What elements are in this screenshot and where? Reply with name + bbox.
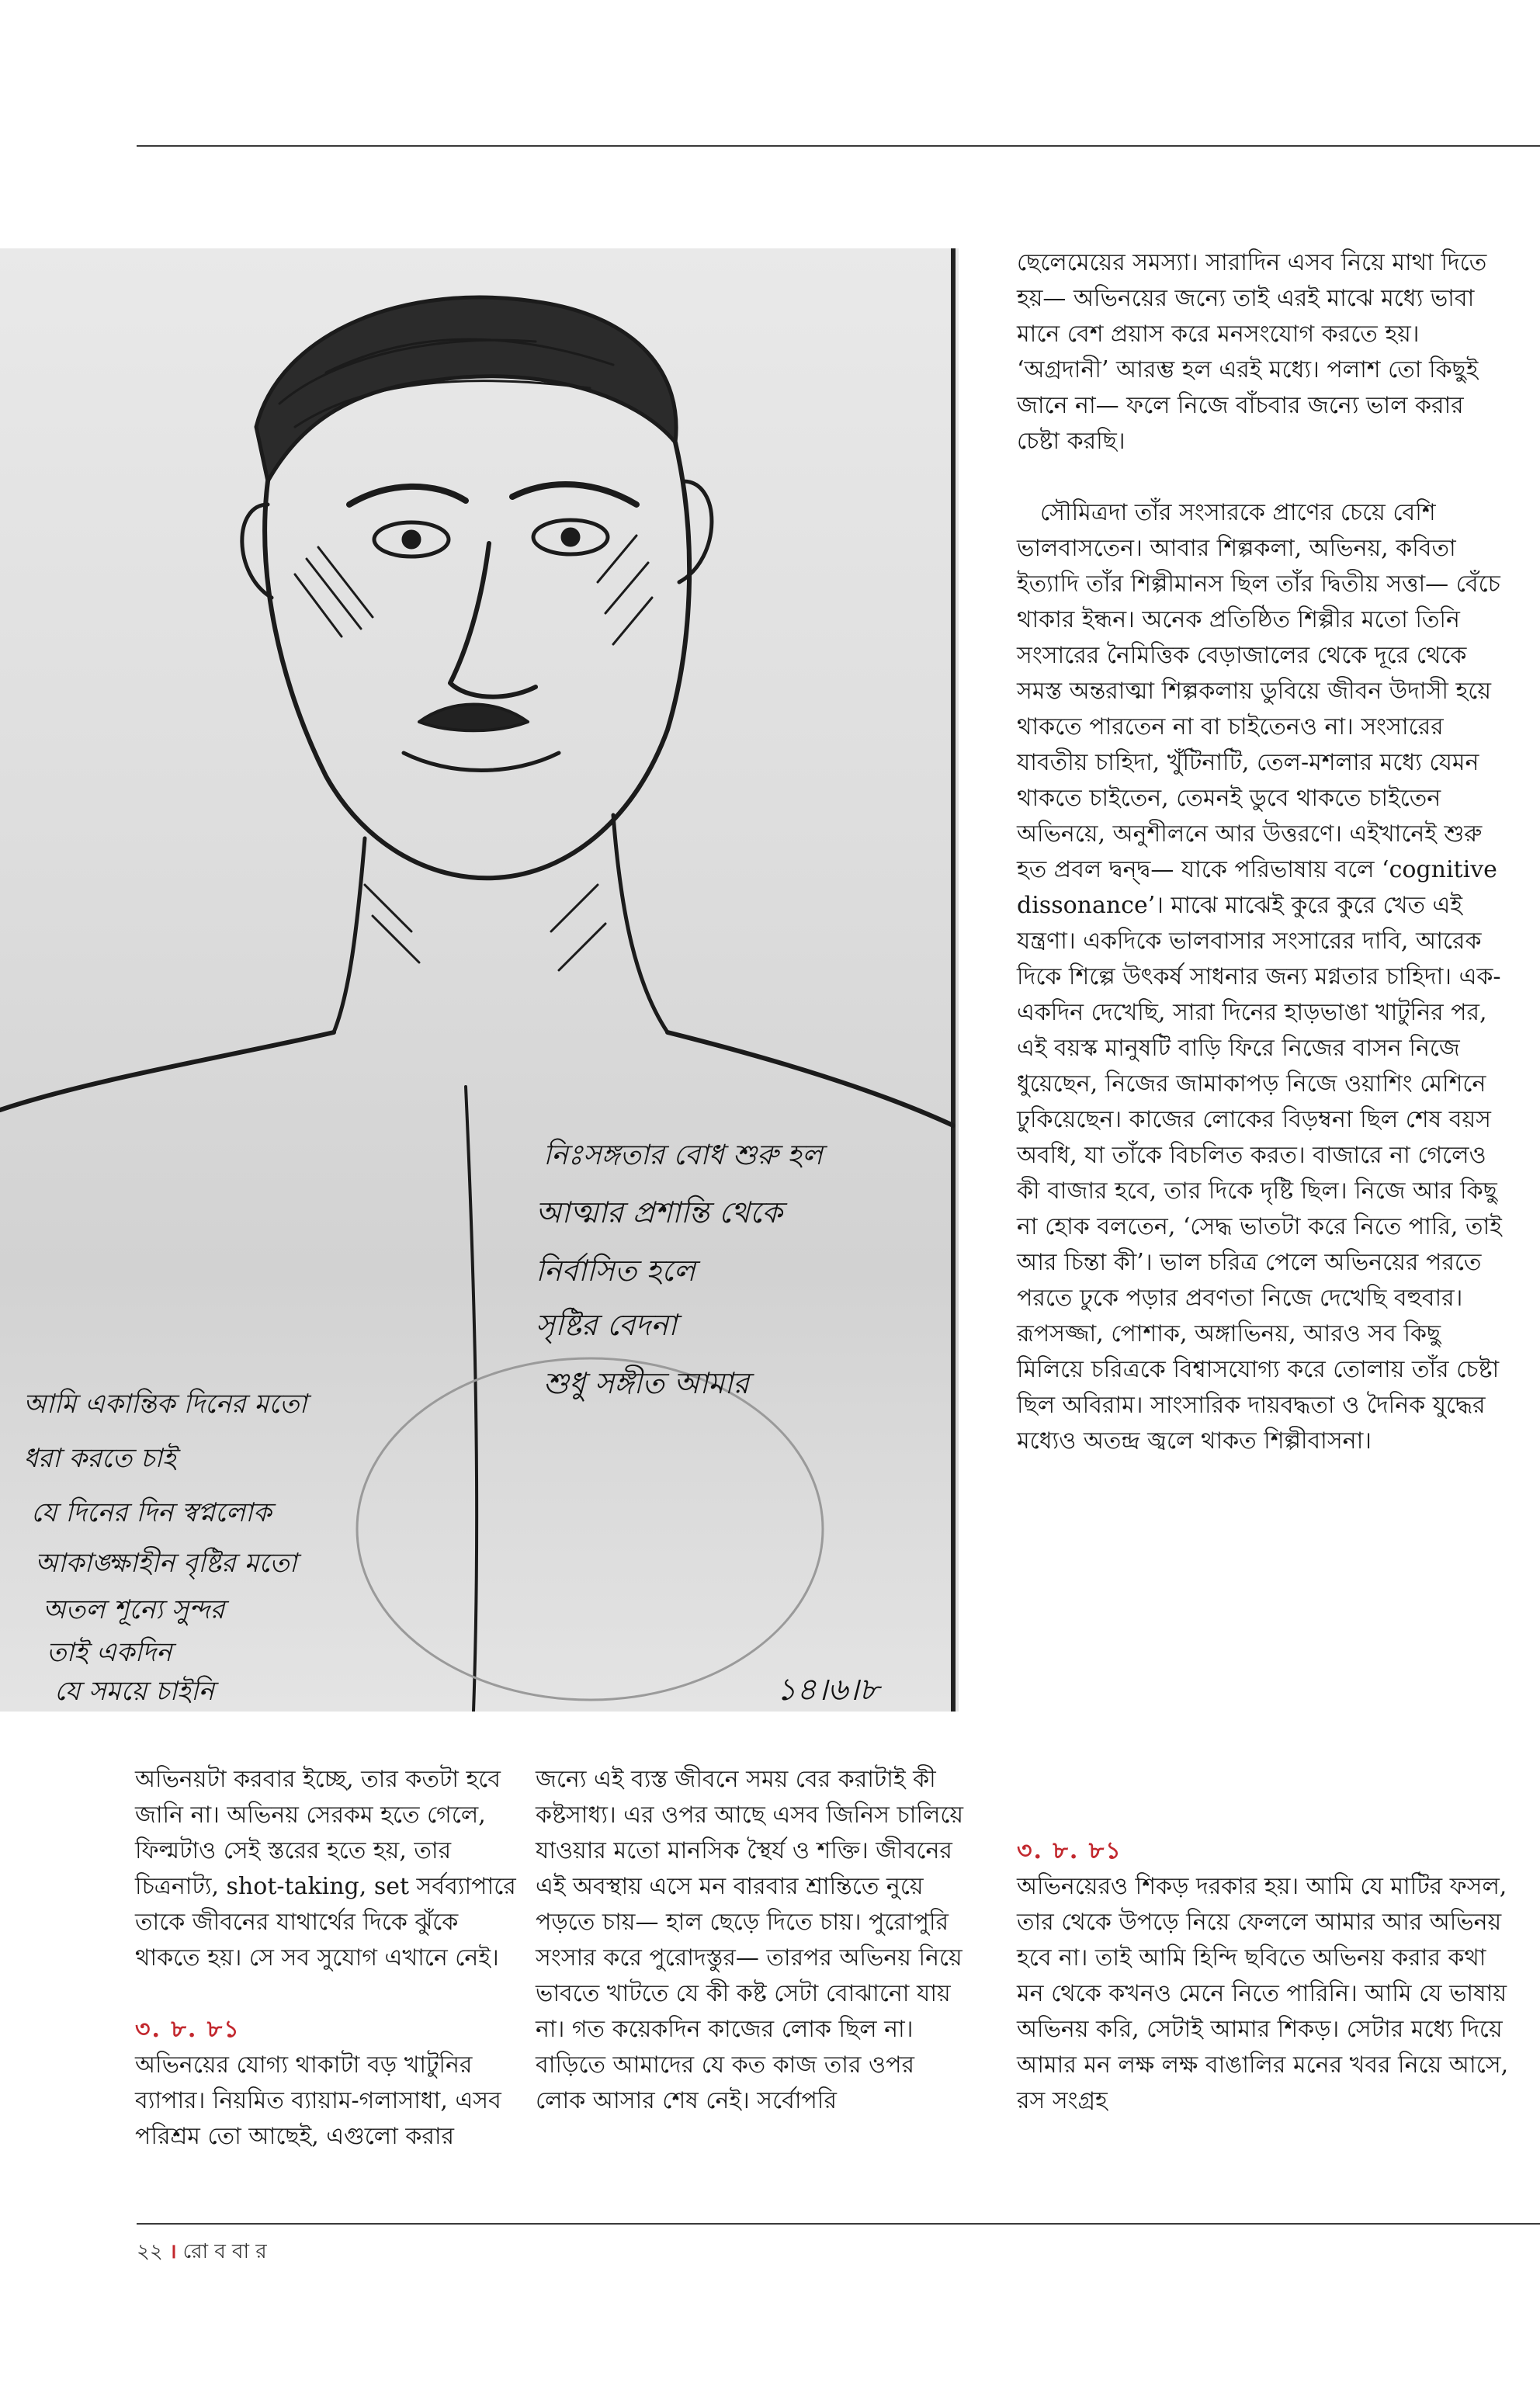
- pen-sketch-illustration: [0, 248, 959, 1712]
- face-outline: [265, 442, 689, 878]
- footer-separator: ।: [168, 2240, 177, 2263]
- inscription-l-2: যে দিনের দিন স্বপ্নলোক: [31, 1497, 272, 1528]
- col-c-para-1: অভিনয়েরও শিকড় দরকার হয়। আমি যে মাটির ফসল, তার থেকে উপড়ে নিয়ে ফেললে আমার আর অভিনয় হবে না। তাই আমি হিন্দি ছবিতে অভিনয় করার কথা মন থেকে কখনও মেনে নিতে পারিনি। আমি যে ভাষায় অভিনয় করি, সেটাই আমার শিকড়। সেটার মধ্যে দিয়ে আমার মন লক্ষ লক্ষ বাঙালির মনের খবর নিয়ে আসে, রস সংগ্রহ: [1017, 1873, 1509, 2114]
- inscription-l-5: তাই একদিন: [47, 1637, 172, 1668]
- background-circle: [357, 1358, 823, 1700]
- inscription-r-0: নিঃসঙ্গতার বোধ শুরু হল: [543, 1139, 823, 1171]
- inscription-l-4: অতল শূন্যে সুন্দর: [43, 1594, 225, 1625]
- inscription-l-0: আমি একান্তিক দিনের মতো: [23, 1389, 307, 1420]
- neck-left: [334, 838, 365, 1032]
- page-number: ২২: [137, 2240, 163, 2263]
- right-para-1: ছেলেমেয়ের সমস্যা। সারাদিন এসব নিয়ে মাথা দিতে হয়— অভিনয়ের জন্যে তাই এরই মাঝে মধ্যে ভাবা মানে বেশ প্রয়াস করে মনসংযোগ করতে হয়। ‘অগ্রদানী’ আরম্ভ হল এরই মধ্যে। পলাশ তো কিছুই জানে না— ফলে নিজে বাঁচবার জন্যে ভাল করার চেষ্টা করছি।: [1017, 249, 1487, 455]
- right-column-text: [1017, 245, 1514, 1459]
- magazine-name: রো ব বা র: [182, 2240, 267, 2263]
- inscription-l-3: আকাঙ্ক্ষাহীন বৃষ্টির মতো: [35, 1548, 297, 1579]
- inscription-l-6: যে সময়ে চাইনি: [54, 1676, 214, 1707]
- col-c-date: ৩. ৮. ৮১: [1017, 1837, 1122, 1864]
- page-footer: [137, 2235, 267, 2270]
- col-a-para-2: অভিনয়ের যোগ্য থাকাটা বড় খাটুনির ব্যাপার। নিয়মিত ব্যায়াম-গলাসাধা, এসব পরিশ্রম তো আছেই, এগুলো করার: [135, 2051, 501, 2150]
- right-shoulder: [668, 1032, 953, 1125]
- left-shoulder: [0, 1032, 334, 1110]
- hair-mass: [256, 297, 676, 481]
- inscription-r-3: সৃষ্টির বেদনা: [536, 1308, 677, 1342]
- mustache: [419, 705, 528, 731]
- inscription-r-2: নির্বাসিত হলে: [536, 1254, 695, 1288]
- inscription-r-4: শুধু সঙ্গীত আমার: [543, 1366, 750, 1400]
- inscription-r-1: আত্মার প্রশান্তি থেকে: [536, 1195, 782, 1229]
- nose: [450, 543, 536, 697]
- bottom-column-a: [135, 1762, 523, 2155]
- bottom-column-c: [1017, 1833, 1514, 2119]
- col-a-para-1: অভিনয়টা করবার ইচ্ছে, তার কতটা হবে জানি না। অভিনয় সেরকম হতে গেলে, ফিল্মটাও সেই স্তরের হতে হয়, তার চিত্রনাট্য, shot-taking, set সর্বব্যাপারে তাকে জীবনের যাথার্থের দিকে ঝুঁকে থাকতে হয়। সে সব সুযোগ এখানে নেই।: [135, 1766, 516, 1972]
- col-b-para-1: জন্যে এই ব্যস্ত জীবনে সময় বের করাটাই কী কষ্টসাধ্য। এর ওপর আছে এসব জিনিস চালিয়ে যাওয়ার মতো মানসিক স্থৈর্য ও শক্তি। জীবনের এই অবস্থায় এসে মন বারবার শ্রান্তিতে নুয়ে পড়তে চায়— হাল ছেড়ে দিতে চায়। পুরোপুরি সংসার করে পুরোদস্তুর— তারপর অভিনয় নিয়ে ভাবতে খাটতে যে কী কষ্ট সেটা বোঝানো যায় না। গত কয়েকদিন কাজের লোক ছিল না। বাড়িতে আমাদের যে কত কাজ তার ওপর লোক আসার শেষ নেই। সর্বোপরি: [536, 1766, 964, 2114]
- col-a-date: ৩. ৮. ৮১: [135, 2016, 241, 2043]
- top-rule: [137, 145, 1540, 147]
- inscription-l-1: ধরা করতে চাই: [23, 1443, 176, 1474]
- portrait-drawing: [0, 248, 959, 1712]
- bottom-rule: [137, 2223, 1540, 2225]
- bottom-column-b: [536, 1762, 970, 2119]
- neck-right: [613, 815, 668, 1032]
- right-para-2: সৌমিত্রদা তাঁর সংসারকে প্রাণের চেয়ে বেশি ভালবাসতেন। আবার শিল্পকলা, অভিনয়, কবিতা ইত্যাদি তাঁর শিল্পীমানস ছিল তাঁর দ্বিতীয় সত্তা— বেঁচে থাকার ইন্ধন। অনেক প্রতিষ্ঠিত শিল্পীর মতো তিনি সংসারের নৈমিত্তিক বেড়াজালের থেকে দূরে থেকে সমস্ত অন্তরাত্মা শিল্পকলায় ডুবিয়ে জীবন উদাসী হয়ে থাকতে পারতেন না বা চাইতেনও না। সংসারের যাবতীয় চাহিদা, খুঁটিনাটি, তেল-মশলার মধ্যে যেমন থাকতে চাইতেন, তেমনই ডুবে থাকতে চাইতেন অভিনয়ে, অনুশীলনে আর উত্তরণে। এইখানেই শুরু হত প্রবল দ্বন্দ্ব— যাকে পরিভাষায় বলে ‘cognitive dissonance’। মাঝে মাঝেই কুরে কুরে খেত এই যন্ত্রণা। একদিকে ভালবাসার সংসারের দাবি, আরেক দিকে শিল্পে উৎকর্ষ সাধনার জন্য মগ্নতার চাহিদা। এক-একদিন দেখেছি, সারা দিনের হাড়ভাঙা খাটুনির পর, এই বয়স্ক মানুষটি বাড়ি ফিরে নিজের বাসন নিজে ধুয়েছেন, নিজের জামাকাপড় নিজে ওয়াশিং মেশিনে ঢুকিয়েছেন। কাজের লোকের বিড়ম্বনা ছিল শেষ বয়স অবধি, যা তাঁকে বিচলিত করত। বাজারে না গেলেও কী বাজার হবে, তার দিকে দৃষ্টি ছিল। নিজে আর কিছু না হোক বলতেন, ‘সেদ্ধ ভাতটা করে নিতে পারি, তাই আর চিন্তা কী’। ভাল চরিত্র পেলে অভিনয়ের পরতে পরতে ঢুকে পড়ার প্রবণতা নিজে দেখেছি বহুবার। রূপসজ্জা, পোশাক, অঙ্গাভিনয়, আরও সব কিছু মিলিয়ে চরিত্রকে বিশ্বাসযোগ্য করে তোলায় তাঁর চেষ্টা ছিল অবিরাম। সাংসারিক দায়বদ্ধতা ও দৈনিক যুদ্ধের মধ্যেও অতন্দ্র জ্বলে থাকত শিল্পীবাসনা।: [1017, 499, 1502, 1455]
- sketch-signature: ১৪।৬।৮: [776, 1672, 879, 1708]
- torso-line: [466, 1087, 477, 1712]
